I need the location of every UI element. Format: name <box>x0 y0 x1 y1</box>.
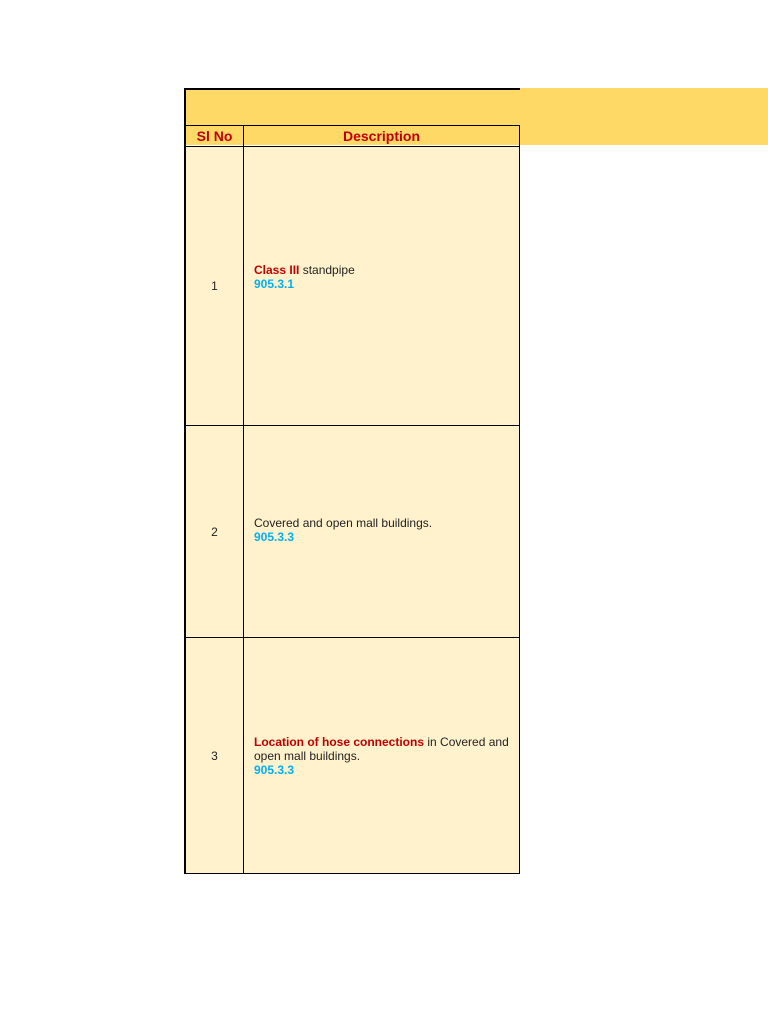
spreadsheet-table <box>184 88 520 874</box>
table-row <box>184 425 520 637</box>
description-text: standpipe <box>299 263 355 277</box>
highlight-text: Class III <box>254 263 300 277</box>
code-reference: 905.3.3 <box>254 529 295 544</box>
code-reference: 905.3.1 <box>254 277 295 291</box>
title-row <box>184 88 520 125</box>
description-cell[interactable] <box>244 147 520 425</box>
description-text: in Covered and open mall buildings. <box>254 734 509 763</box>
header-description[interactable]: Description <box>244 126 520 146</box>
sl-no-cell[interactable]: 2 <box>186 426 244 637</box>
code-reference: 905.3.3 <box>254 762 295 777</box>
table-row <box>184 146 520 425</box>
table-row <box>184 637 520 874</box>
header-sl-no[interactable]: Sl No <box>186 126 244 146</box>
sl-no-cell[interactable]: 1 <box>186 147 244 425</box>
table-header-row <box>184 125 520 146</box>
description-text: Covered and open mall buildings. <box>254 515 433 530</box>
description-cell[interactable] <box>244 426 520 637</box>
sl-no-cell[interactable]: 3 <box>186 638 244 873</box>
highlight-text: Location of hose connections <box>254 734 425 749</box>
description-cell[interactable] <box>244 638 520 873</box>
